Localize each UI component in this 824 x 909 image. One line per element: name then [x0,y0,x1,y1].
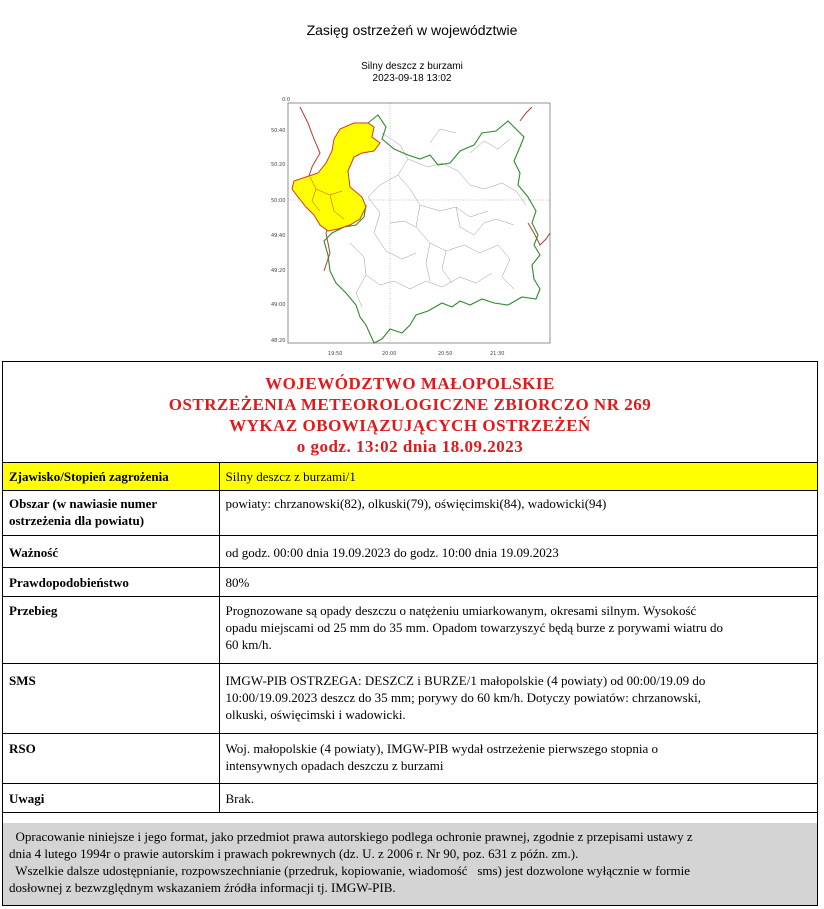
lat-label: 49:40 [271,233,286,239]
row-label-line: ostrzeżenia dla powiatu) [9,512,145,528]
header-voivodeship: WOJEWÓDZTWO MAŁOPOLSKIE [265,374,555,393]
warning-summary-box [2,361,818,906]
row-value [219,596,817,663]
map-datetime: 2023-09-18 13:02 [372,73,452,84]
row-value-line: opadu miejscami od 25 mm do 35 mm. Opadom towarzyszyć będą burze z porywami wiatru do [225,619,723,635]
row-label: Prawdopodobieństwo [3,567,219,596]
lat-label: 49:20 [271,268,286,274]
row-label: Uwagi [3,783,219,812]
lat-label: 49:00 [271,302,286,308]
row-notes [3,783,817,812]
row-value-line: Woj. małopolskie (4 powiaty), IMGW-PIB wydał ostrzeżenie pierwszego stopnia o [225,740,659,756]
row-value-line: IMGW-PIB OSTRZEGA: DESZCZ i BURZE/1 małopolskie (4 powiaty) od 00:00/19.09 do [225,672,706,688]
row-label: SMS [3,663,219,733]
row-label: Zjawisko/Stopień zagrożenia [3,463,219,490]
row-value-line: 60 km/h. [225,636,272,652]
lon-label: 21:30 [490,351,505,357]
row-area [3,490,817,535]
row-value [219,663,817,733]
row-value: Brak. [219,783,817,812]
lat-label: 50:40 [271,128,286,134]
lon-label: 20:00 [382,351,397,357]
row-label-line: Obszar (w nawiasie numer [9,495,158,511]
header-bulletin-number: OSTRZEŻENIA METEOROLOGICZNE ZBIORCZO NR 269 [168,395,652,414]
row-label: Ważność [3,535,219,567]
lat-label: 50:20 [271,162,286,168]
row-value-line: olkuski, oświęcimski i wadowicki. [225,706,406,722]
footer-line: dnia 4 lutego 1994r o prawie autorskim i prawach pokrewnych (dz. U. z 2006 r. Nr 90, poz. 631 z późn. zm.). [9,846,579,861]
row-value: od godz. 00:00 dnia 19.09.2023 do godz. 10:00 dnia 19.09.2023 [219,535,817,567]
row-value-line: Prognozowane są opady deszczu o natężeniu umiarkowanym, okresami silnym. Wysokość [225,602,697,618]
warning-table [3,463,817,813]
warning-header [3,362,817,463]
row-phenomenon [3,463,817,490]
lon-label: 19:50 [328,351,343,357]
lon-label: 20:50 [438,351,453,357]
lat-label: 48:20 [271,338,286,344]
page-title: Zasięg ostrzeżeń w województwie [306,22,518,38]
header-list-title: WYKAZ OBOWIĄZUJĄCYCH OSTRZEŻEŃ [229,416,591,435]
row-sms [3,663,817,733]
row-label [3,490,219,535]
footer-line: Opracowanie niniejsze i jego format, jako przedmiot prawa autorskiego podlega ochronie prawnej, zgodnie z przepisami ustawy z [9,829,693,844]
row-value-line: intensywnych opadach deszczu z burzami [225,757,444,773]
row-value: Silny deszcz z burzami/1 [219,463,817,490]
header-issue-time: o godz. 13:02 dnia 18.09.2023 [296,437,524,456]
row-probability [3,567,817,596]
footer-line: dosłownej z bezwzględnym wskazaniem źródła informacji tj. IMGW-PIB. [9,880,396,895]
row-label: Przebieg [3,596,219,663]
footer-line: Wszelkie dalsze udostępnianie, rozpowszechnianie (przedruk, kopiowanie, wiadomość sms) jest dozwolone wyłącznie w formie [9,863,690,878]
copyright-footer [3,823,817,905]
map-corner-label: 0:0 [282,97,291,103]
warning-map [270,93,560,358]
row-label: RSO [3,733,219,783]
row-value: 80% [219,567,817,596]
map-subtitle: Silny deszcz z burzami [361,61,463,72]
row-validity [3,535,817,567]
row-value: powiaty: chrzanowski(82), olkuski(79), oświęcimski(84), wadowicki(94) [219,490,817,535]
row-rso [3,733,817,783]
row-value-line: 10:00/19.09.2023 deszcz do 35 mm; porywy do 60 km/h. Dotyczy powiatów: chrzanowski, [225,689,702,705]
row-value [219,733,817,783]
row-course [3,596,817,663]
lat-label: 50:00 [271,198,286,204]
